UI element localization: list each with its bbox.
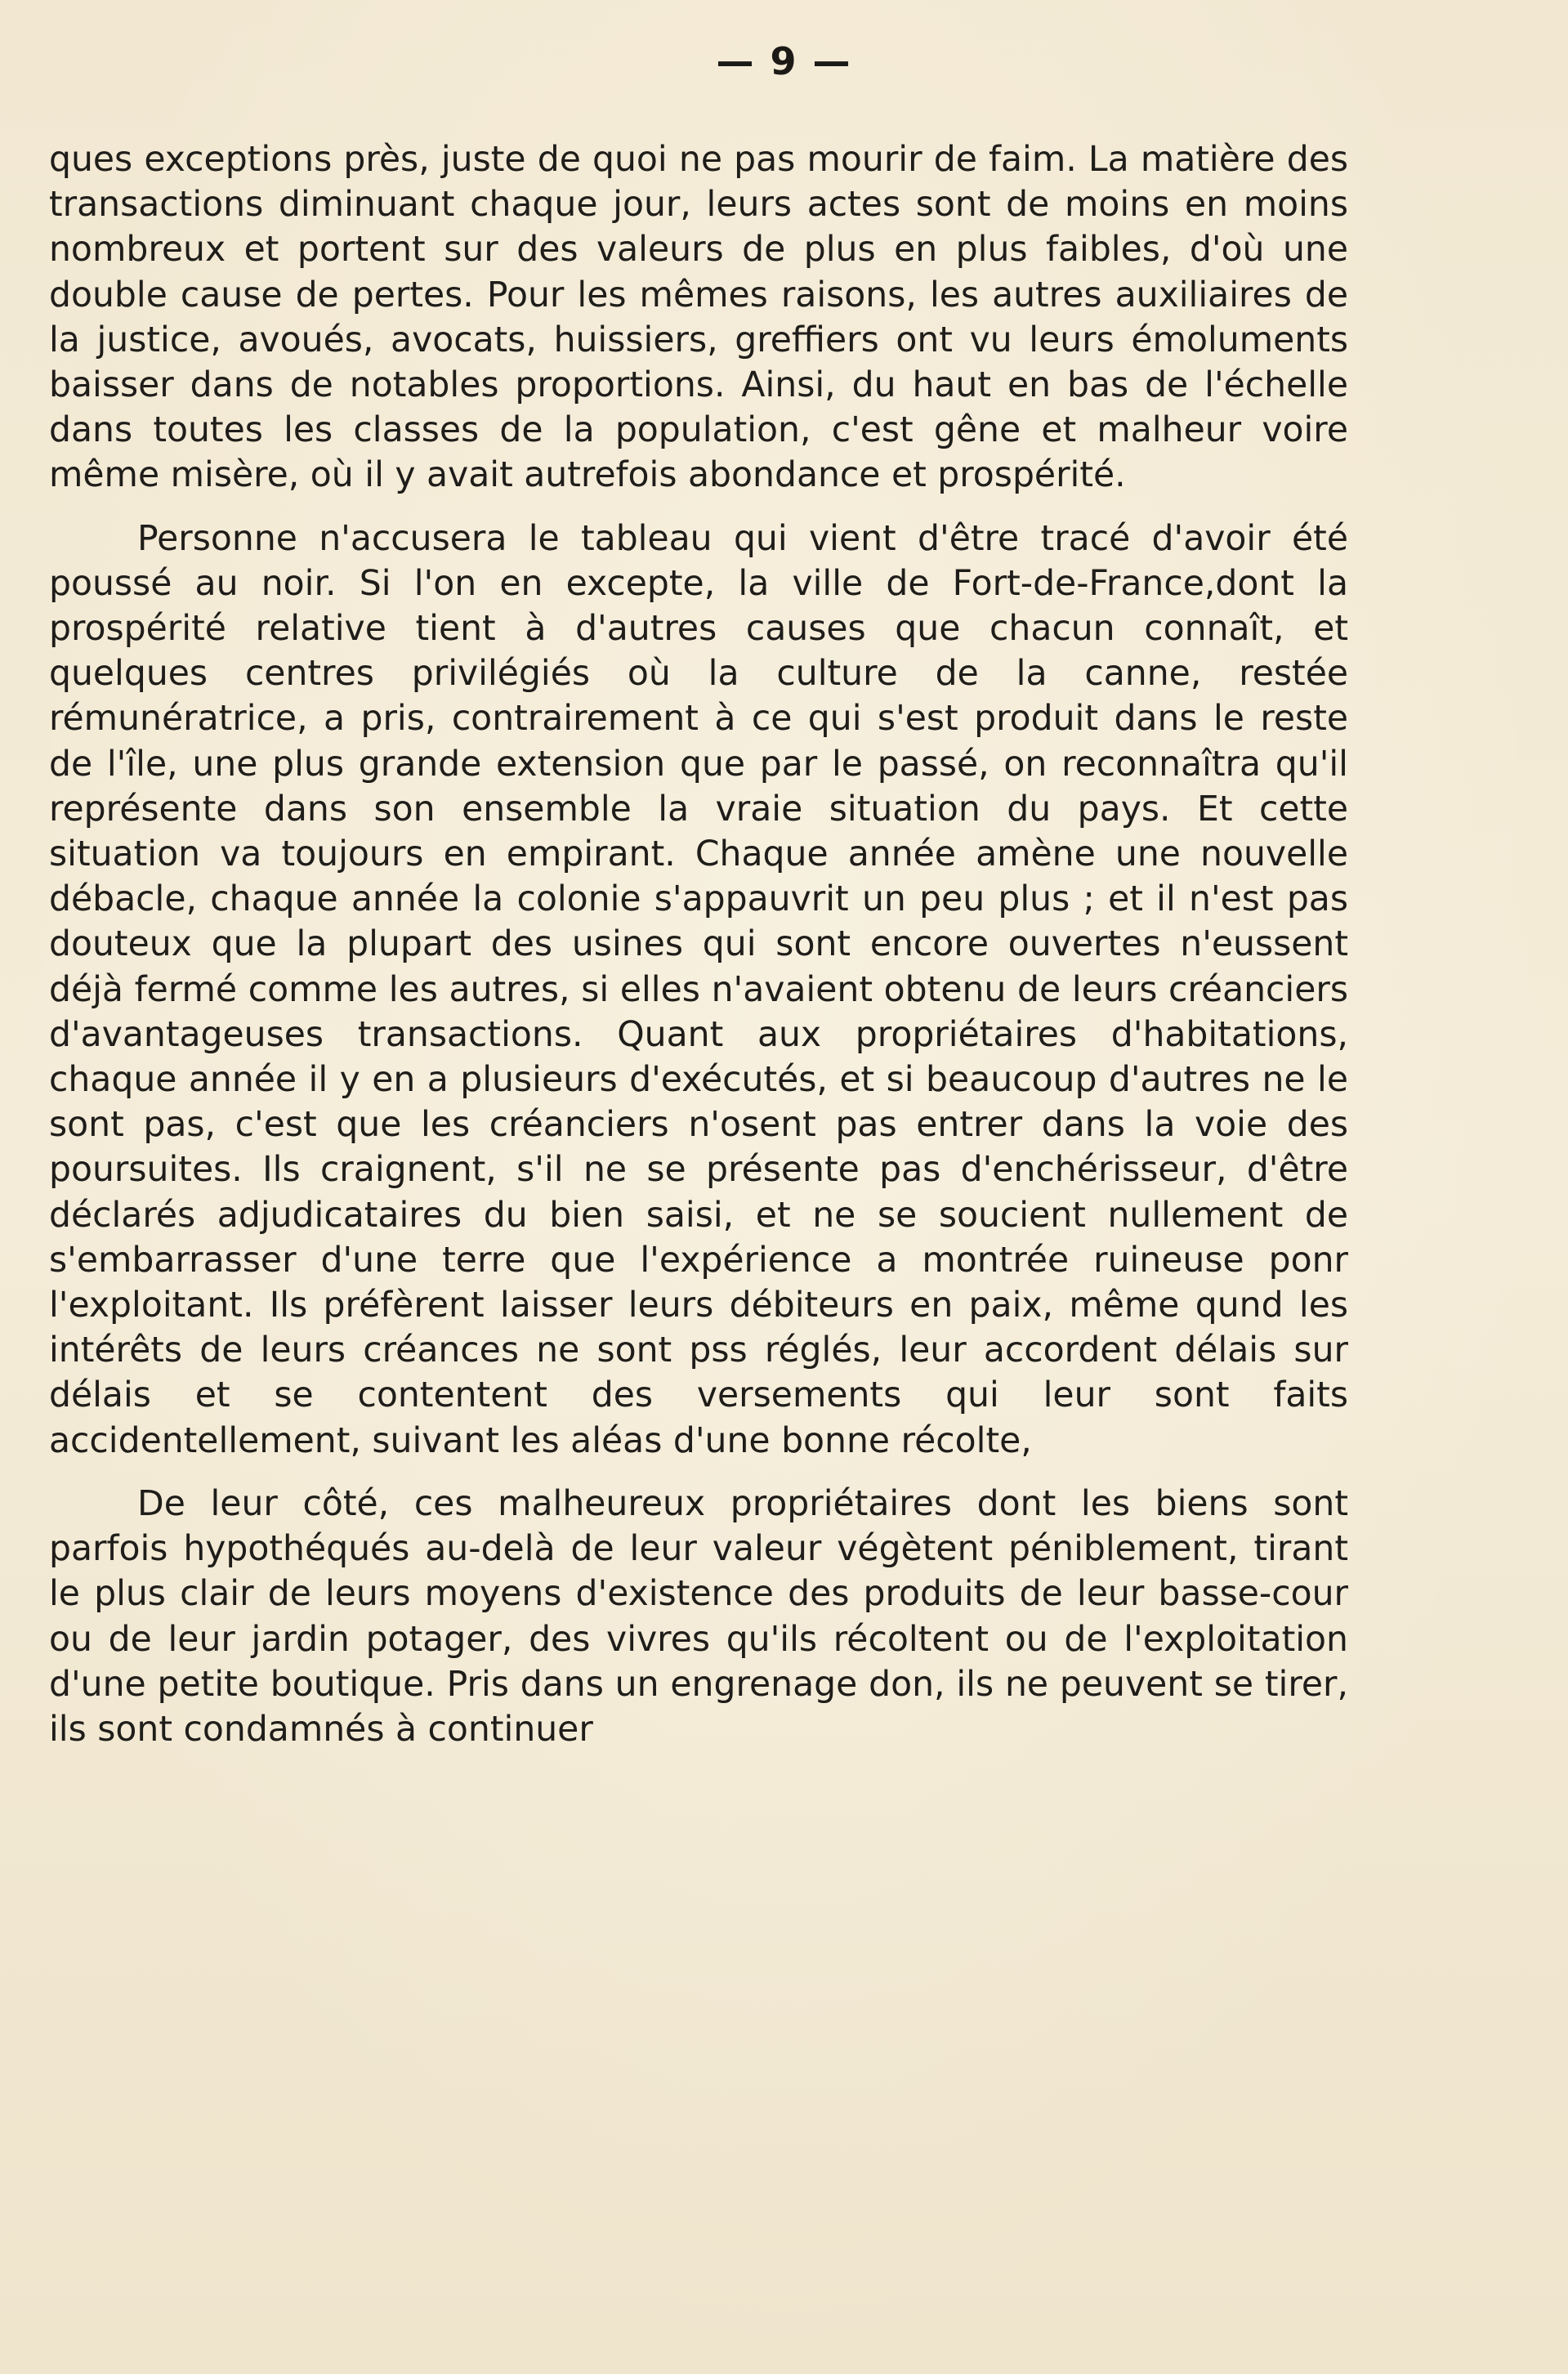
paragraph-2: Personne n'accusera le tableau qui vient d'être tracé d'avoir été poussé au noir. Si l'on en excepte, la ville de Fort-de-France,dont la prospérité relative tient à d'autres causes que chacun connaît, et quelques centres privilégiés où la culture de la canne, restée rémunératrice, a pris, contrairement à ce qui s'est produit dans le reste de l'île, une plus grande extension que par le passé, on reconnaîtra qu'il représente dans son ensemble la vraie situation du pays. Et cette situation va toujours en empirant. Chaque année amène une nouvelle débacle, chaque année la colonie s'appauvrit un peu plus ; et il n'est pas douteux que la plupart des usines qui sont encore ouvertes n'eussent déjà fermé comme les autres, si elles n'avaient obtenu de leurs créanciers d'avantageuses transactions. Quant aux propriétaires d'habitations, chaque année il y en a plusieurs d'exécutés, et si beaucoup d'autres ne le sont pas, c'est que les créanciers n'osent pas entrer dans la voie des poursuites. Ils craignent, s'il ne se présente pas d'enchérisseur, d'être déclarés adjudicataires du bien saisi, et ne se soucient nullement de s'embarrasser d'une terre que l'expérience a montrée ruineuse ponr l'exploitant. Ils préfèrent laisser leurs débiteurs en paix, même qund les intérêts de leurs créances ne sont pss réglés, leur accordent délais sur délais et se contentent des versements qui leur sont faits accidentellement, suivant les aléas d'une bonne récolte, xyxy=(49,518,1348,1461)
body-text xyxy=(49,137,1348,1752)
page-number: — 9 — xyxy=(716,39,852,83)
paragraph-3: De leur côté, ces malheureux propriétaires dont les biens sont parfois hypothéqués au-delà de leur valeur végètent péniblement, tirant le plus clair de leurs moyens d'existence des produits de leur basse-cour ou de leur jardin potager, des vivres qu'ils récoltent ou de l'exploitation d'une petite boutique. Pris dans un engrenage don, ils ne peuvent se tirer, ils sont condamnés à continuer xyxy=(49,1483,1348,1750)
paragraph-1: ques exceptions près, juste de quoi ne pas mourir de faim. La matière des transactions diminuant chaque jour, leurs actes sont de moins en moins nombreux et portent sur des valeurs de plus en plus faibles, d'où une double cause de pertes. Pour les mêmes raisons, les autres auxiliaires de la justice, avoués, avocats, huissiers, greffiers ont vu leurs émoluments baisser dans de notables proportions. Ainsi, du haut en bas de l'échelle dans toutes les classes de la population, c'est gêne et malheur voire même misère, où il y avait autrefois abondance et prospérité. xyxy=(49,140,1348,496)
